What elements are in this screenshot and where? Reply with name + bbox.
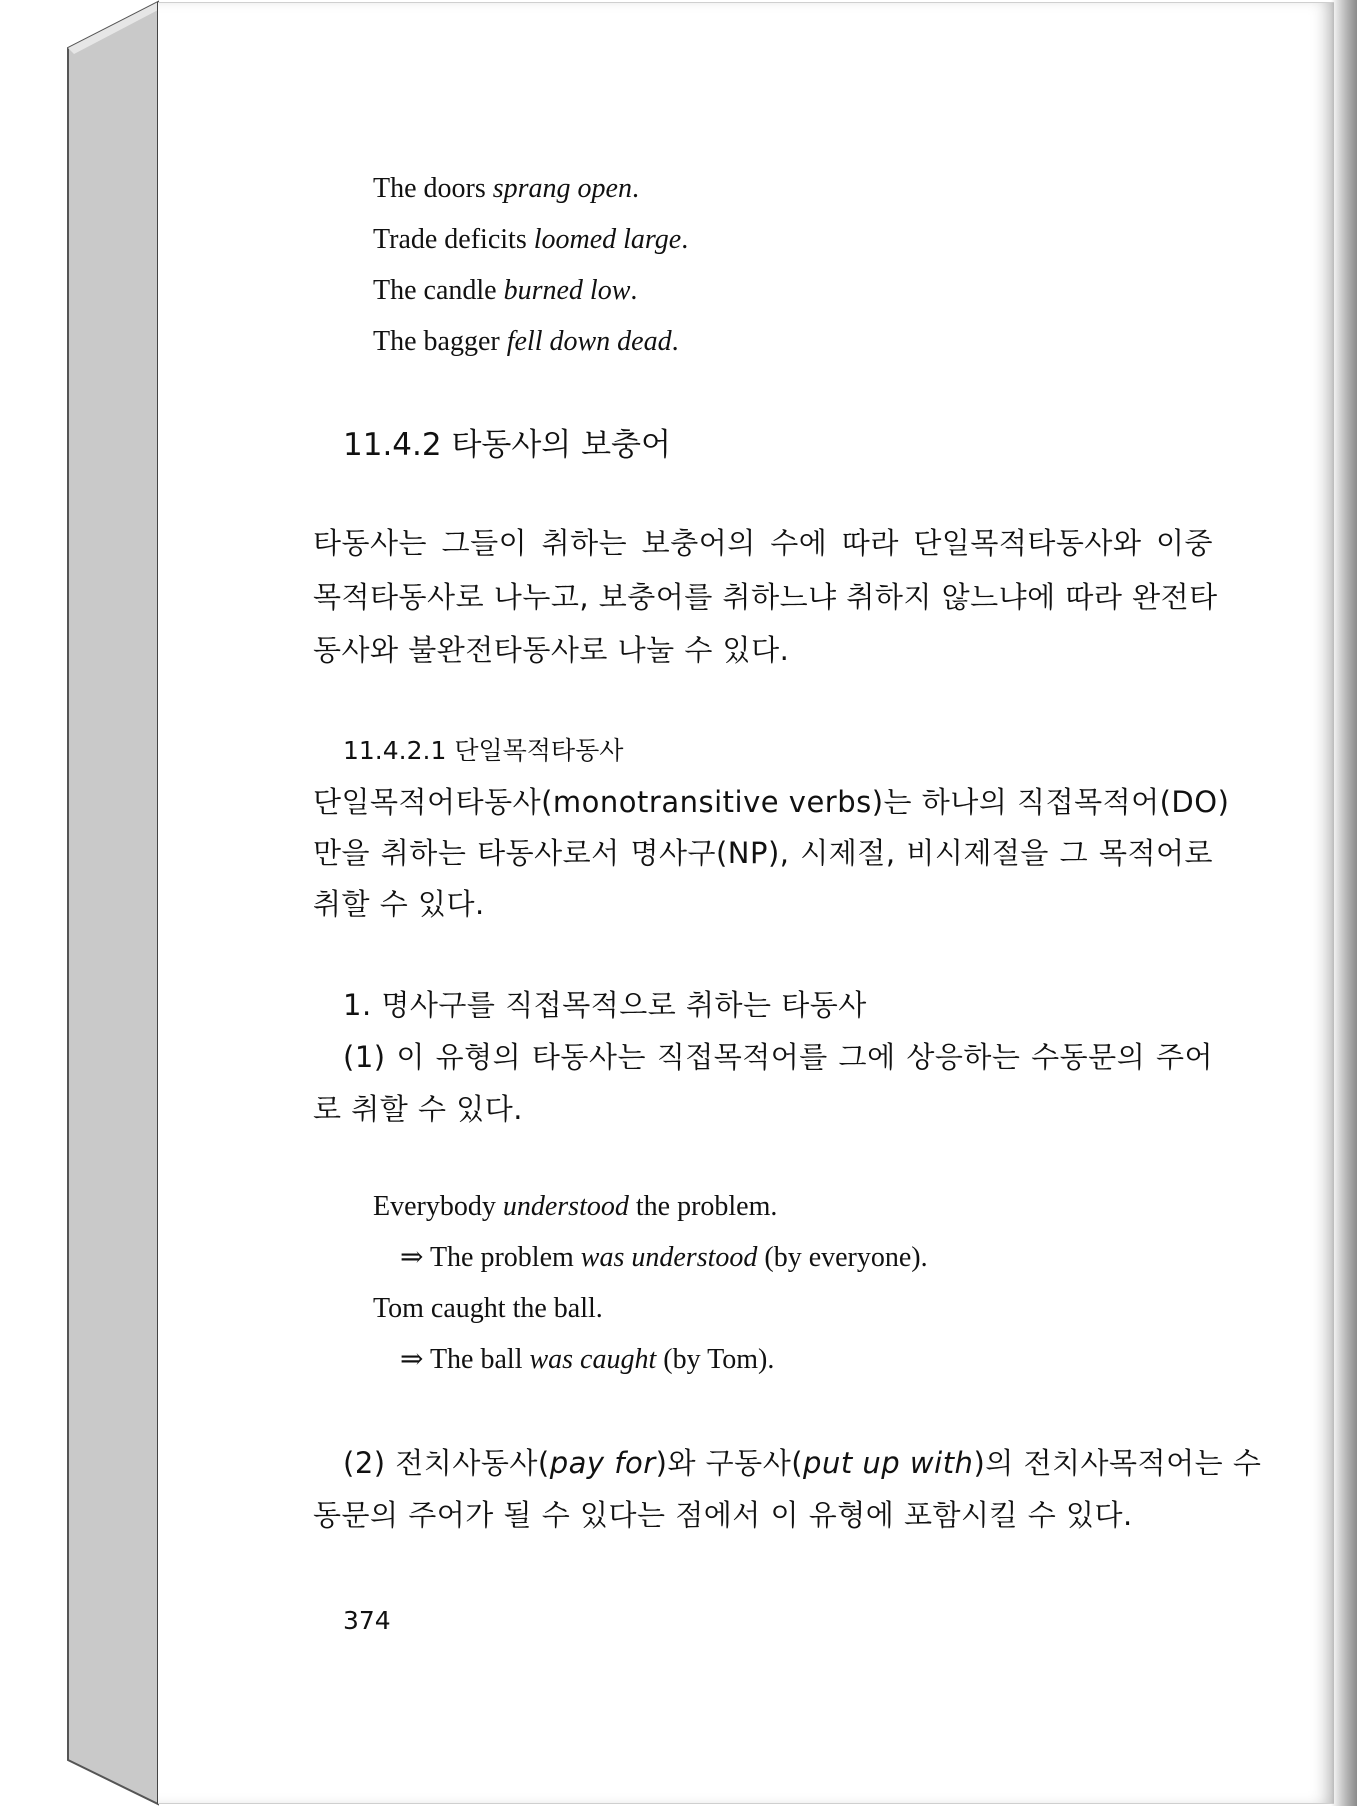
example-line: The candle burned low. (373, 275, 638, 306)
paragraph-line: 목적타동사로 나누고, 보충어를 취하느냐 취하지 않느냐에 따라 완전타 (313, 580, 1218, 614)
example-line: Tom caught the ball. (373, 1293, 603, 1324)
paragraph-line: 로 취할 수 있다. (313, 1092, 523, 1126)
paragraph-line: (2) 전치사동사(pay for)와 구동사(put up with)의 전치사목적어는 수 (343, 1446, 1262, 1480)
example-line: Trade deficits loomed large. (373, 224, 689, 255)
list-item-title: 1. 명사구를 직접목적으로 취하는 타동사 (343, 988, 867, 1022)
example-line: The doors sprang open. (373, 173, 639, 204)
section-heading: 11.4.2 타동사의 보충어 (343, 427, 671, 463)
paragraph-line: 만을 취하는 타동사로서 명사구(NP), 시제절, 비시제절을 그 목적어로 (313, 836, 1213, 870)
paragraph-line: 동사와 불완전타동사로 나눌 수 있다. (313, 633, 790, 667)
paragraph-line: 타동사는 그들이 취하는 보충어의 수에 따라 단일목적타동사와 이중 (313, 526, 1213, 560)
subsection-heading: 11.4.2.1 단일목적타동사 (343, 736, 624, 765)
paragraph-line: 취할 수 있다. (313, 887, 485, 921)
example-line: ⇒ The problem was understood (by everyone). (400, 1242, 928, 1273)
example-line: The bagger fell down dead. (373, 326, 679, 357)
paragraph-line: (1) 이 유형의 타동사는 직접목적어를 그에 상응하는 수동문의 주어 (343, 1040, 1213, 1074)
page-number: 374 (343, 1606, 391, 1635)
paragraph-line: 동문의 주어가 될 수 있다는 점에서 이 유형에 포함시킬 수 있다. (313, 1498, 1133, 1532)
paragraph-line: 단일목적어타동사(monotransitive verbs)는 하나의 직접목적어(DO) (313, 785, 1230, 819)
example-line: ⇒ The ball was caught (by Tom). (400, 1344, 775, 1375)
example-line: Everybody understood the problem. (373, 1191, 778, 1222)
